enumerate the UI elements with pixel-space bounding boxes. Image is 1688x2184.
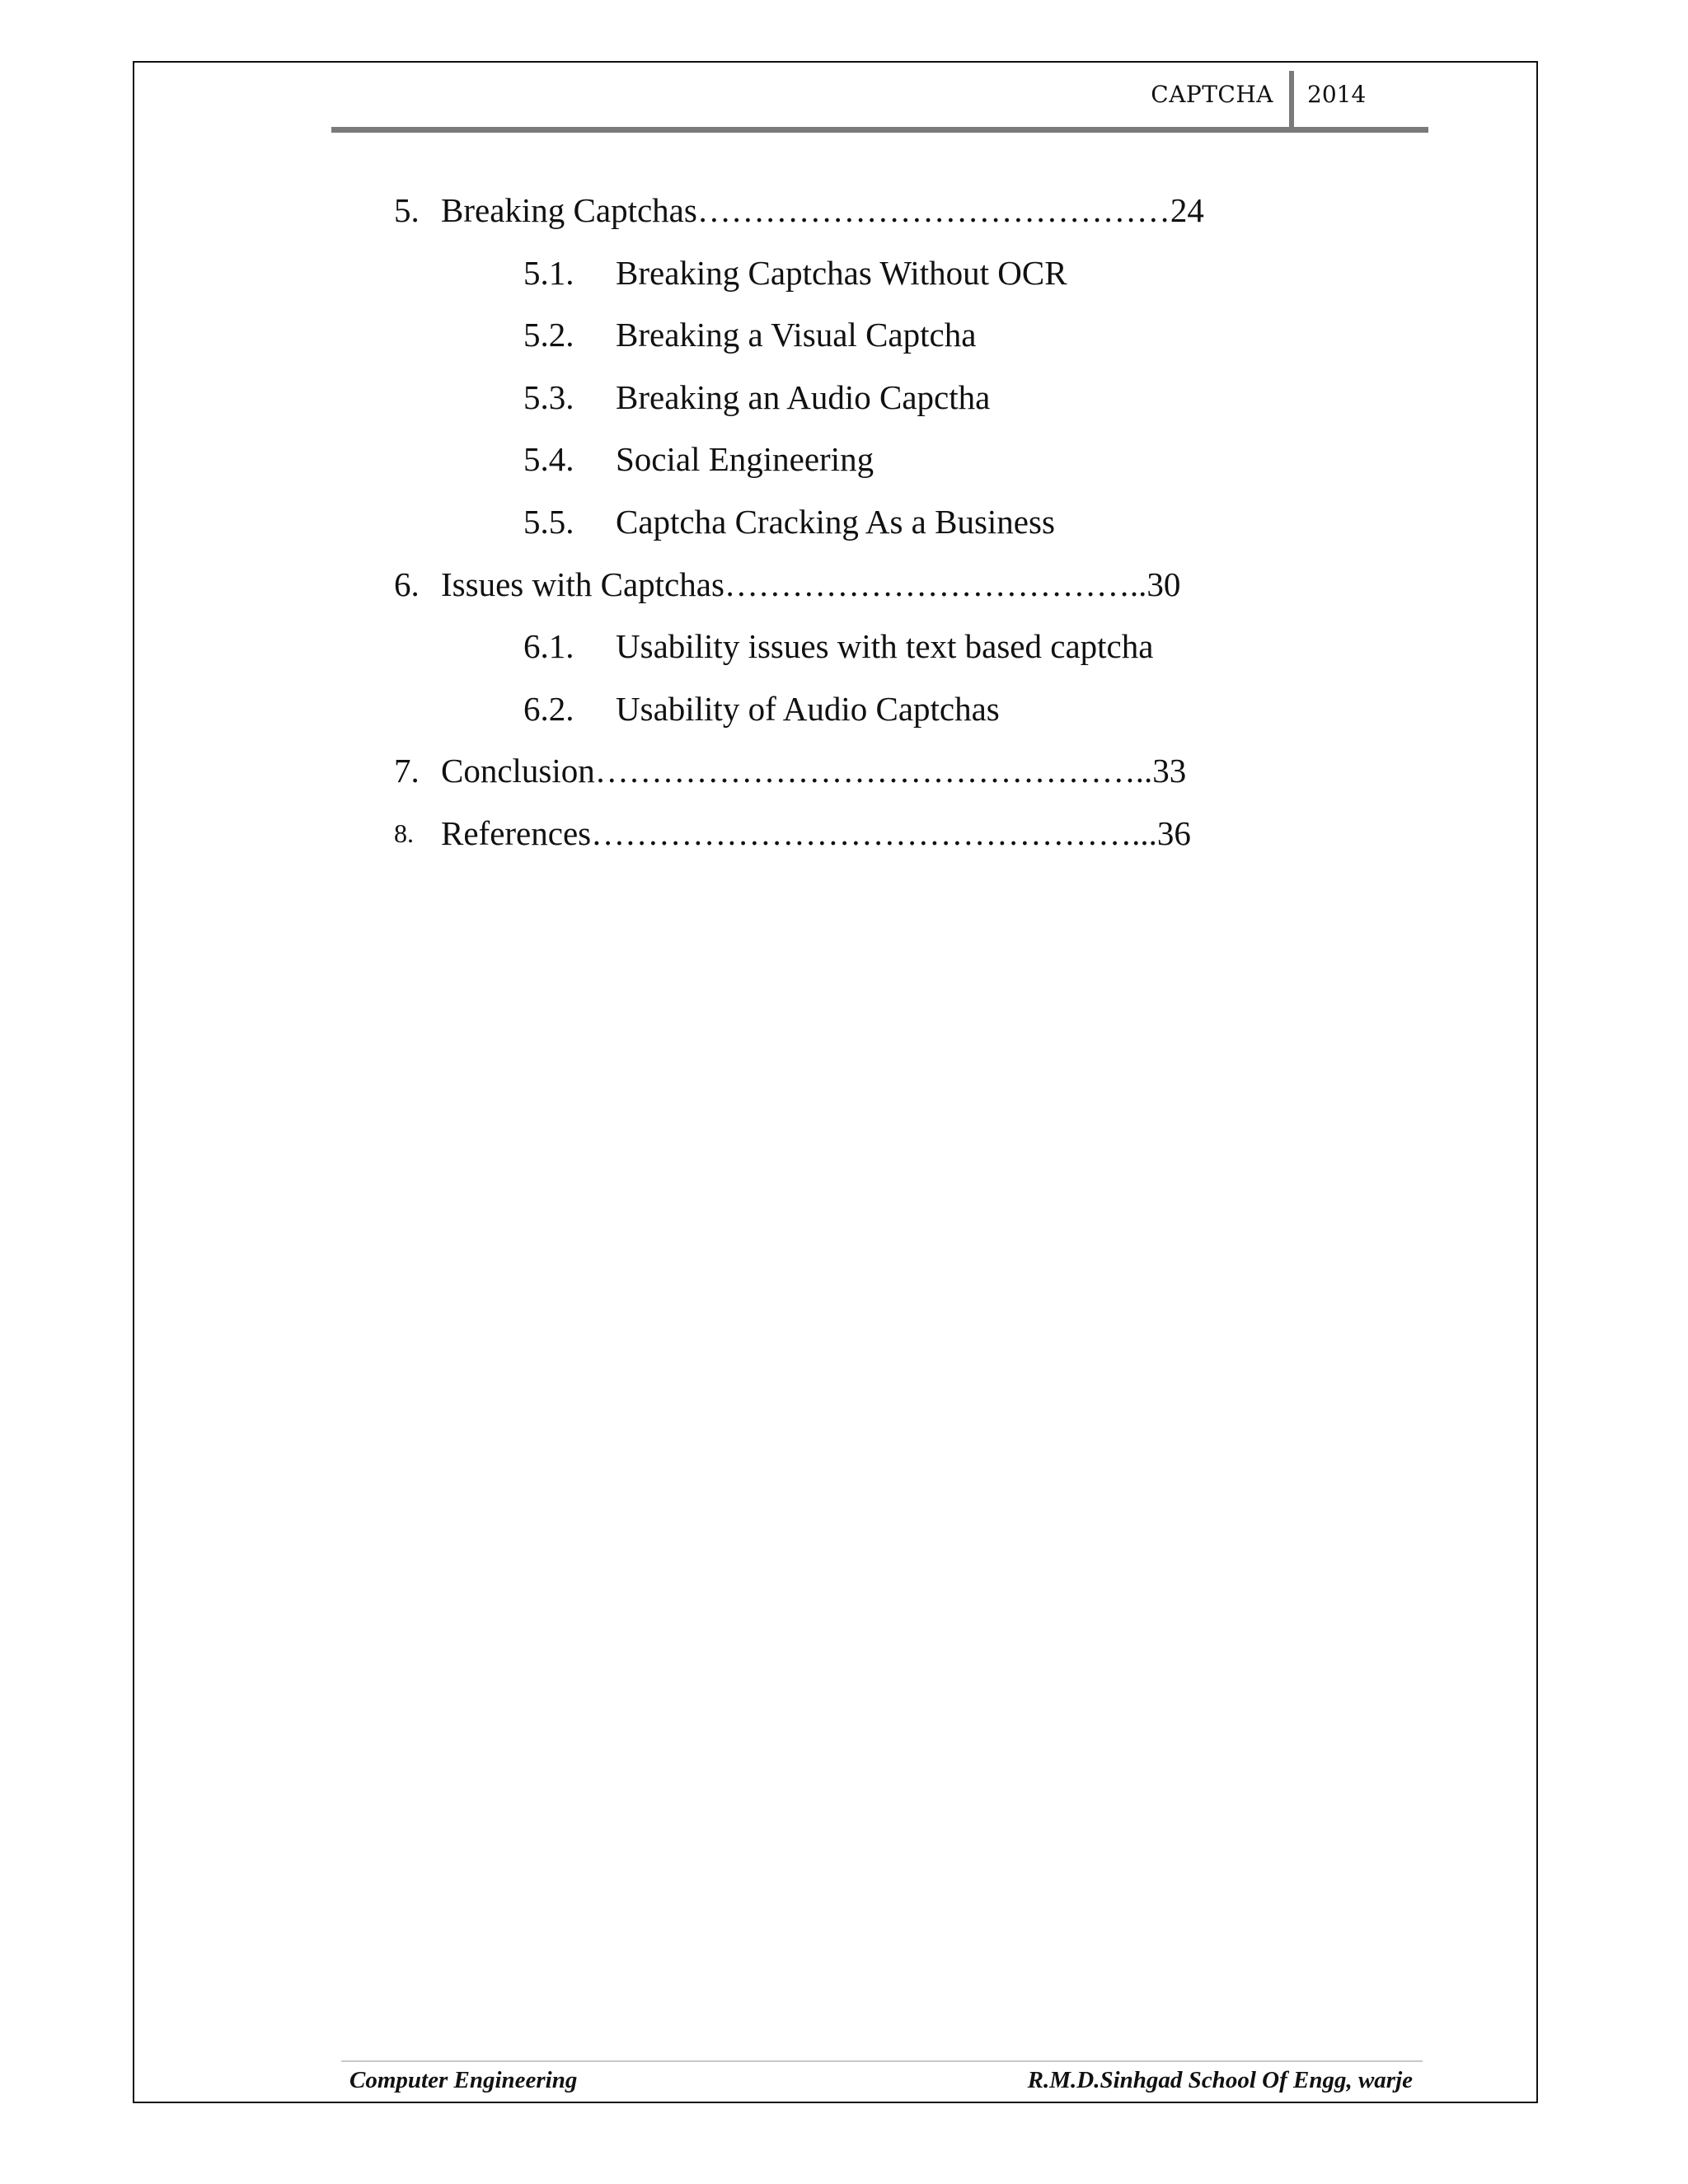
toc-entry-5-4: [394, 429, 1301, 491]
footer-institution: R.M.D.Sinhgad School Of Engg, warje: [1027, 2067, 1413, 2093]
toc-entry-label: Usability of Audio Captchas: [616, 689, 1000, 728]
toc-entry-label: Breaking a Visual Captcha: [616, 316, 977, 354]
toc-entry-number: 5.3.: [523, 377, 574, 416]
page-header: [331, 69, 1428, 135]
toc-entry-5-3: [394, 367, 1301, 429]
footer-rule: [341, 2060, 1423, 2062]
toc-entry-6-2: [394, 678, 1301, 741]
toc-entry-number: 6.2.: [523, 689, 574, 728]
toc-entry-label: Usability issues with text based captcha: [616, 627, 1154, 666]
toc-entry-number: 5.4.: [523, 440, 574, 479]
toc-entry-label: Breaking Captchas……………………………………24: [441, 191, 1204, 229]
toc-entry-number: 6.: [394, 565, 420, 603]
toc-entry-number: 5.: [394, 191, 420, 229]
header-rule: [331, 127, 1428, 133]
toc-entry-number: 5.1.: [523, 253, 574, 292]
toc-entry-8: [394, 803, 1301, 865]
toc-entry-label: References…………………………………………...36: [441, 813, 1191, 852]
header-divider: [1289, 71, 1294, 130]
toc-entry-5-5: [394, 491, 1301, 554]
toc-entry-label: Conclusion…………………………………………..33: [441, 752, 1187, 790]
toc-entry-number: 8.: [394, 818, 414, 848]
toc-entry-number: 5.2.: [523, 316, 574, 354]
toc-entry-label: Breaking an Audio Capctha: [616, 377, 991, 416]
toc-entry-label: Social Engineering: [616, 440, 874, 479]
toc-entry-number: 5.5.: [523, 502, 574, 541]
header-title: CAPTCHA: [1151, 81, 1273, 108]
toc-entry-number: 6.1.: [523, 627, 574, 666]
footer-department: Computer Engineering: [349, 2067, 578, 2093]
toc-entry-5-2: [394, 304, 1301, 367]
toc-entry-label: Breaking Captchas Without OCR: [616, 253, 1067, 292]
toc-entry-label: Captcha Cracking As a Business: [616, 502, 1055, 541]
table-of-contents: [394, 180, 1301, 865]
toc-entry-6: [394, 554, 1301, 616]
toc-entry-6-1: [394, 616, 1301, 678]
toc-entry-7: [394, 740, 1301, 803]
toc-entry-5-1: [394, 242, 1301, 305]
toc-entry-number: 7.: [394, 752, 420, 790]
toc-entry-label: Issues with Captchas………………………………..30: [441, 565, 1181, 603]
toc-entry-5: [394, 180, 1301, 242]
header-year: 2014: [1307, 81, 1367, 108]
